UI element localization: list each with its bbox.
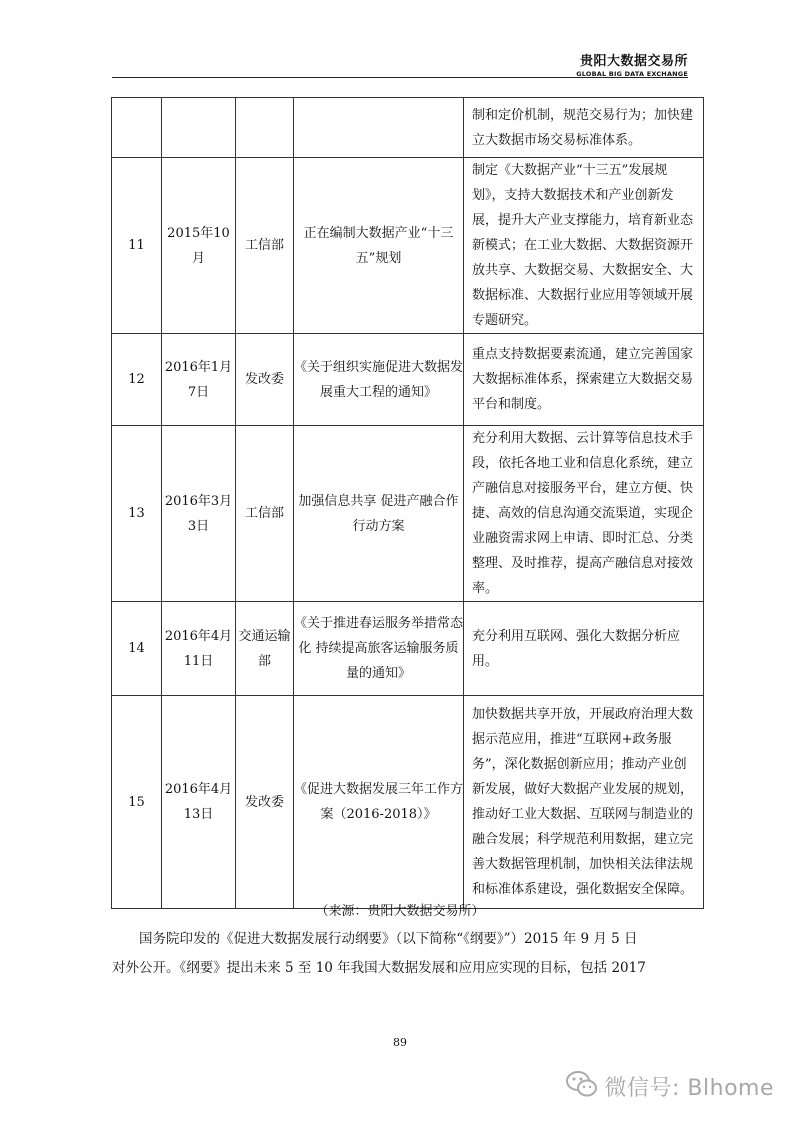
table-row <box>112 158 704 334</box>
cell-date: 2016年4月13日 <box>162 696 236 909</box>
cell-dept: 工信部 <box>236 158 294 334</box>
cell-dept <box>236 98 294 158</box>
cell-no: 11 <box>112 158 162 334</box>
policy-table <box>111 97 704 909</box>
cell-date: 2016年4月11日 <box>162 602 236 696</box>
page-number: 89 <box>393 1036 407 1049</box>
cell-policy: 《关于组织实施促进大数据发展重大工程的通知》 <box>294 334 464 426</box>
cell-dept: 工信部 <box>236 426 294 602</box>
table-row <box>112 98 704 158</box>
watermark-text: 微信号: Blhome <box>604 1075 774 1101</box>
cell-date: 2016年1月7日 <box>162 334 236 426</box>
table-row <box>112 426 704 602</box>
cell-requirement: 重点支持数据要素流通，建立完善国家大数据标准体系，探索建立大数据交易平台和制度。 <box>464 334 704 426</box>
cell-date: 2015年10月 <box>162 158 236 334</box>
cell-requirement: 充分利用互联网、强化大数据分析应用。 <box>464 602 704 696</box>
cell-policy: 《关于推进春运服务举措常态化 持续提高旅客运输服务质量的通知》 <box>294 602 464 696</box>
table-row <box>112 696 704 909</box>
cell-requirement: 制和定价机制，规范交易行为；加快建立大数据市场交易标准体系。 <box>464 98 704 158</box>
cell-dept: 交通运输部 <box>236 602 294 696</box>
cell-dept: 发改委 <box>236 696 294 909</box>
cell-policy: 《促进大数据发展三年工作方案（2016-2018）》 <box>294 696 464 909</box>
cell-requirement: 制定《大数据产业“十三五”发展规划》，支持大数据技术和产业创新发展，提升大产业支撑能力，培育新业态新模式；在工业大数据、大数据资源开放共享、大数据交易、大数据安全、大数据标准、大数据行业应用等领域开展专题研究。 <box>464 158 704 334</box>
watermark <box>565 1070 774 1102</box>
cell-dept: 发改委 <box>236 334 294 426</box>
logo-chinese: 贵阳大数据交易所 <box>579 54 688 69</box>
header-logo <box>576 50 688 78</box>
cell-no: 14 <box>112 602 162 696</box>
logo-english: GLOBAL BIG DATA EXCHANGE <box>576 70 688 78</box>
cell-policy: 正在编制大数据产业“十三五”规划 <box>294 158 464 334</box>
table-row <box>112 334 704 426</box>
cell-no: 15 <box>112 696 162 909</box>
table-source-caption: （来源：贵阳大数据交易所） <box>315 904 485 919</box>
cell-date: 2016年3月3日 <box>162 426 236 602</box>
cell-no: 12 <box>112 334 162 426</box>
cell-requirement: 加快数据共享开放，开展政府治理大数据示范应用，推进“互联网+政务服务”，深化数据创新应用；推动产业创新发展，做好大数据产业发展的规划，推动好工业大数据、互联网与制造业的融合发展；科学规范利用数据，建立完善大数据管理机制，加快相关法律法规和标准体系建设，强化数据安全保障。 <box>464 696 704 909</box>
cell-policy: 加强信息共享 促进产融合作行动方案 <box>294 426 464 602</box>
header-divider <box>112 77 688 78</box>
cell-no <box>112 98 162 158</box>
cell-policy <box>294 98 464 158</box>
cell-date <box>162 98 236 158</box>
table-row <box>112 602 704 696</box>
cell-requirement: 充分利用大数据、云计算等信息技术手段，依托各地工业和信息化系统，建立产融信息对接服务平台，建立方便、快捷、高效的信息沟通交流渠道，实现企业融资需求网上申请、即时汇总、分类整理、及时推荐，提高产融信息对接效率。 <box>464 426 704 602</box>
body-paragraph-line: 国务院印发的《促进大数据发展行动纲要》（以下简称“《纲要》”）2015 年 9 月 5 日 <box>139 931 638 947</box>
cell-no: 13 <box>112 426 162 602</box>
body-paragraph-line: 对外公开。《纲要》提出未来 5 至 10 年我国大数据发展和应用应实现的目标，包括 2017 <box>112 960 646 976</box>
wechat-icon <box>565 1070 599 1102</box>
